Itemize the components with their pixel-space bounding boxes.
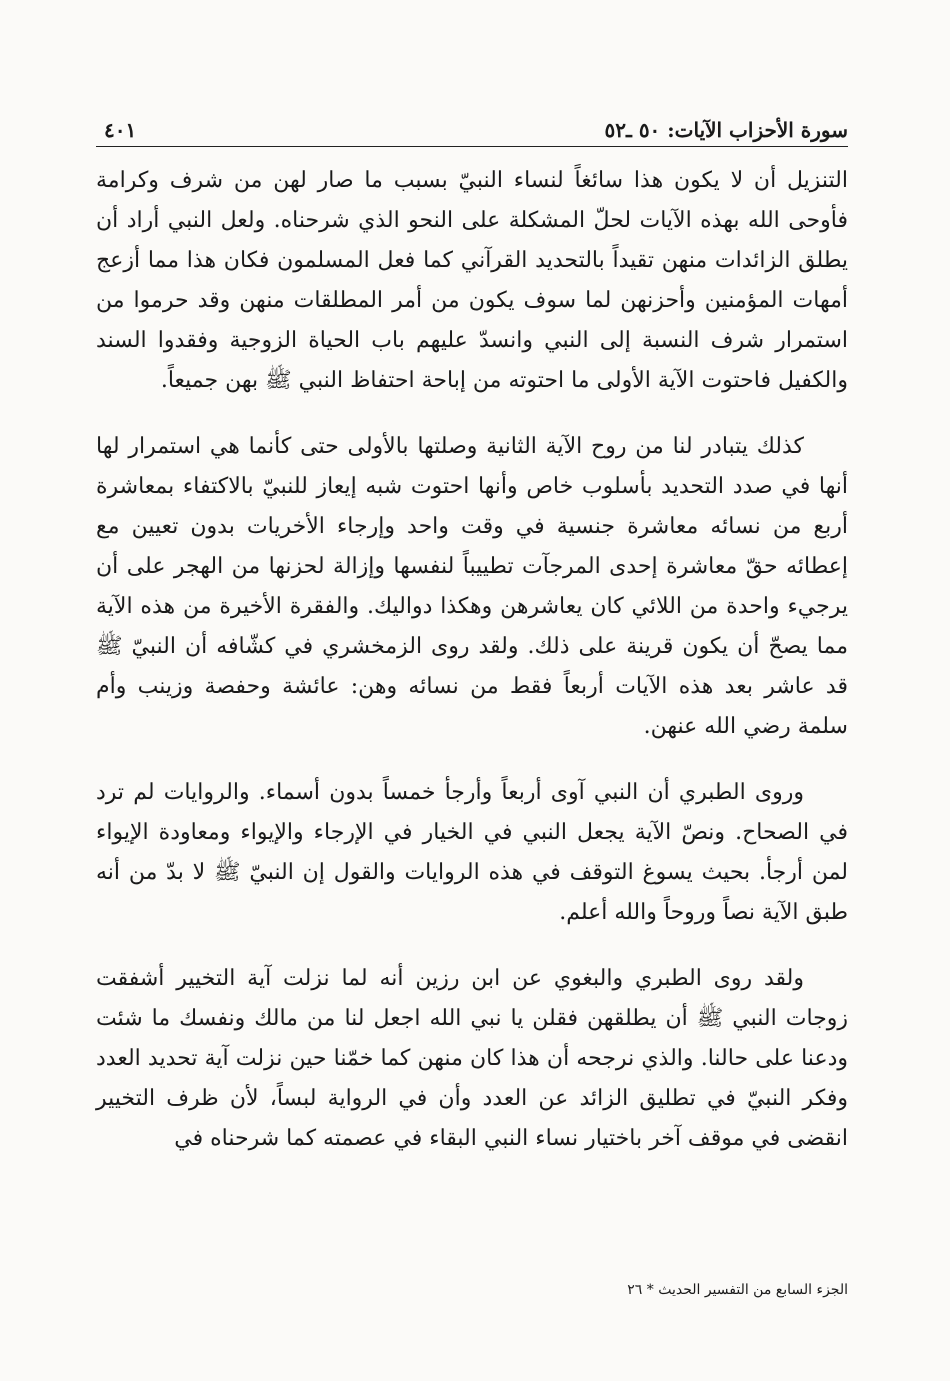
page-footer: الجزء السابع من التفسير الحديث * ٢٦ xyxy=(627,1282,848,1298)
page-header xyxy=(96,112,848,147)
page-number: ٤٠١ xyxy=(104,118,137,142)
paragraph-2: كذلك يتبادر لنا من روح الآية الثانية وصلتها بالأولى حتى كأنما هي استمرار لها أنها في صدد التحديد بأسلوب خاص وأنها احتوت شبه إيعاز للنبيّ بالاكتفاء بمعاشرة أربع من نسائه معاشرة جنسية في وقت واحد وإرجاء الأخريات بدون تعيين مع إعطائه حقّ معاشرة إحدى المرجآت تطييباً لنفسها وإزالة لحزنها من الهجر على أن يرجيء واحدة من اللائي كان يعاشرهن وهكذا دواليك. والفقرة الأخيرة من هذه الآية مما يصحّ أن يكون قرينة على ذلك. ولقد روى الزمخشري في كشّافه أن النبيّ ﷺ قد عاشر بعد هذه الآيات أربعاً فقط من نسائه وهن: عائشة وحفصة وزينب وأم سلمة رضي الله عنهن. xyxy=(96,434,848,739)
running-title: سورة الأحزاب الآيات: ٥٠ ـ٥٢ xyxy=(604,118,848,142)
paragraph-4: ولقد روى الطبري والبغوي عن ابن رزين أنه لما نزلت آية التخيير أشفقت زوجات النبي ﷺ أن يطلقهن فقلن يا نبي الله اجعل لنا من مالك ونفسك ما شئت ودعنا على حالنا. والذي نرجحه أن هذا كان منهن كما خمّنا حين نزلت آية تحديد العدد وفكر النبيّ في تطليق الزائد عن العدد وأن في الرواية لبساً، لأن ظرف التخيير انقضى في موقف آخر باختيار نساء النبي البقاء في عصمته كما شرحناه في xyxy=(96,966,848,1151)
book-page xyxy=(96,112,848,1312)
page-body xyxy=(96,161,848,1159)
paragraph-3: وروى الطبري أن النبي آوى أربعاً وأرجأ خمساً بدون أسماء. والروايات لم ترد في الصحاح. ونصّ الآية يجعل النبي في الخيار في الإرجاء والإيواء ومعاودة الإيواء لمن أرجأ. بحيث يسوغ التوقف في هذه الروايات والقول إن النبيّ ﷺ لا بدّ من أنه طبق الآية نصاً وروحاً والله أعلم. xyxy=(96,780,848,925)
paragraph-1: التنزيل أن لا يكون هذا سائغاً لنساء النبيّ بسبب ما صار لهن من شرف وكرامة فأوحى الله بهذه الآيات لحلّ المشكلة على النحو الذي شرحناه. ولعل النبي أراد أن يطلق الزائدات منهن تقيداً بالتحديد القرآني كما فعل المسلمون فكان هذا مما أزعج أمهات المؤمنين وأحزنهن لما سوف يكون من أمر المطلقات منهن وقد حرموا من استمرار شرف النسبة إلى النبي وانسدّ عليهم باب الحياة الزوجية وفقدوا السند والكفيل فاحتوت الآية الأولى ما احتوته من إباحة احتفاظ النبي ﷺ بهن جميعاً. xyxy=(96,168,848,393)
